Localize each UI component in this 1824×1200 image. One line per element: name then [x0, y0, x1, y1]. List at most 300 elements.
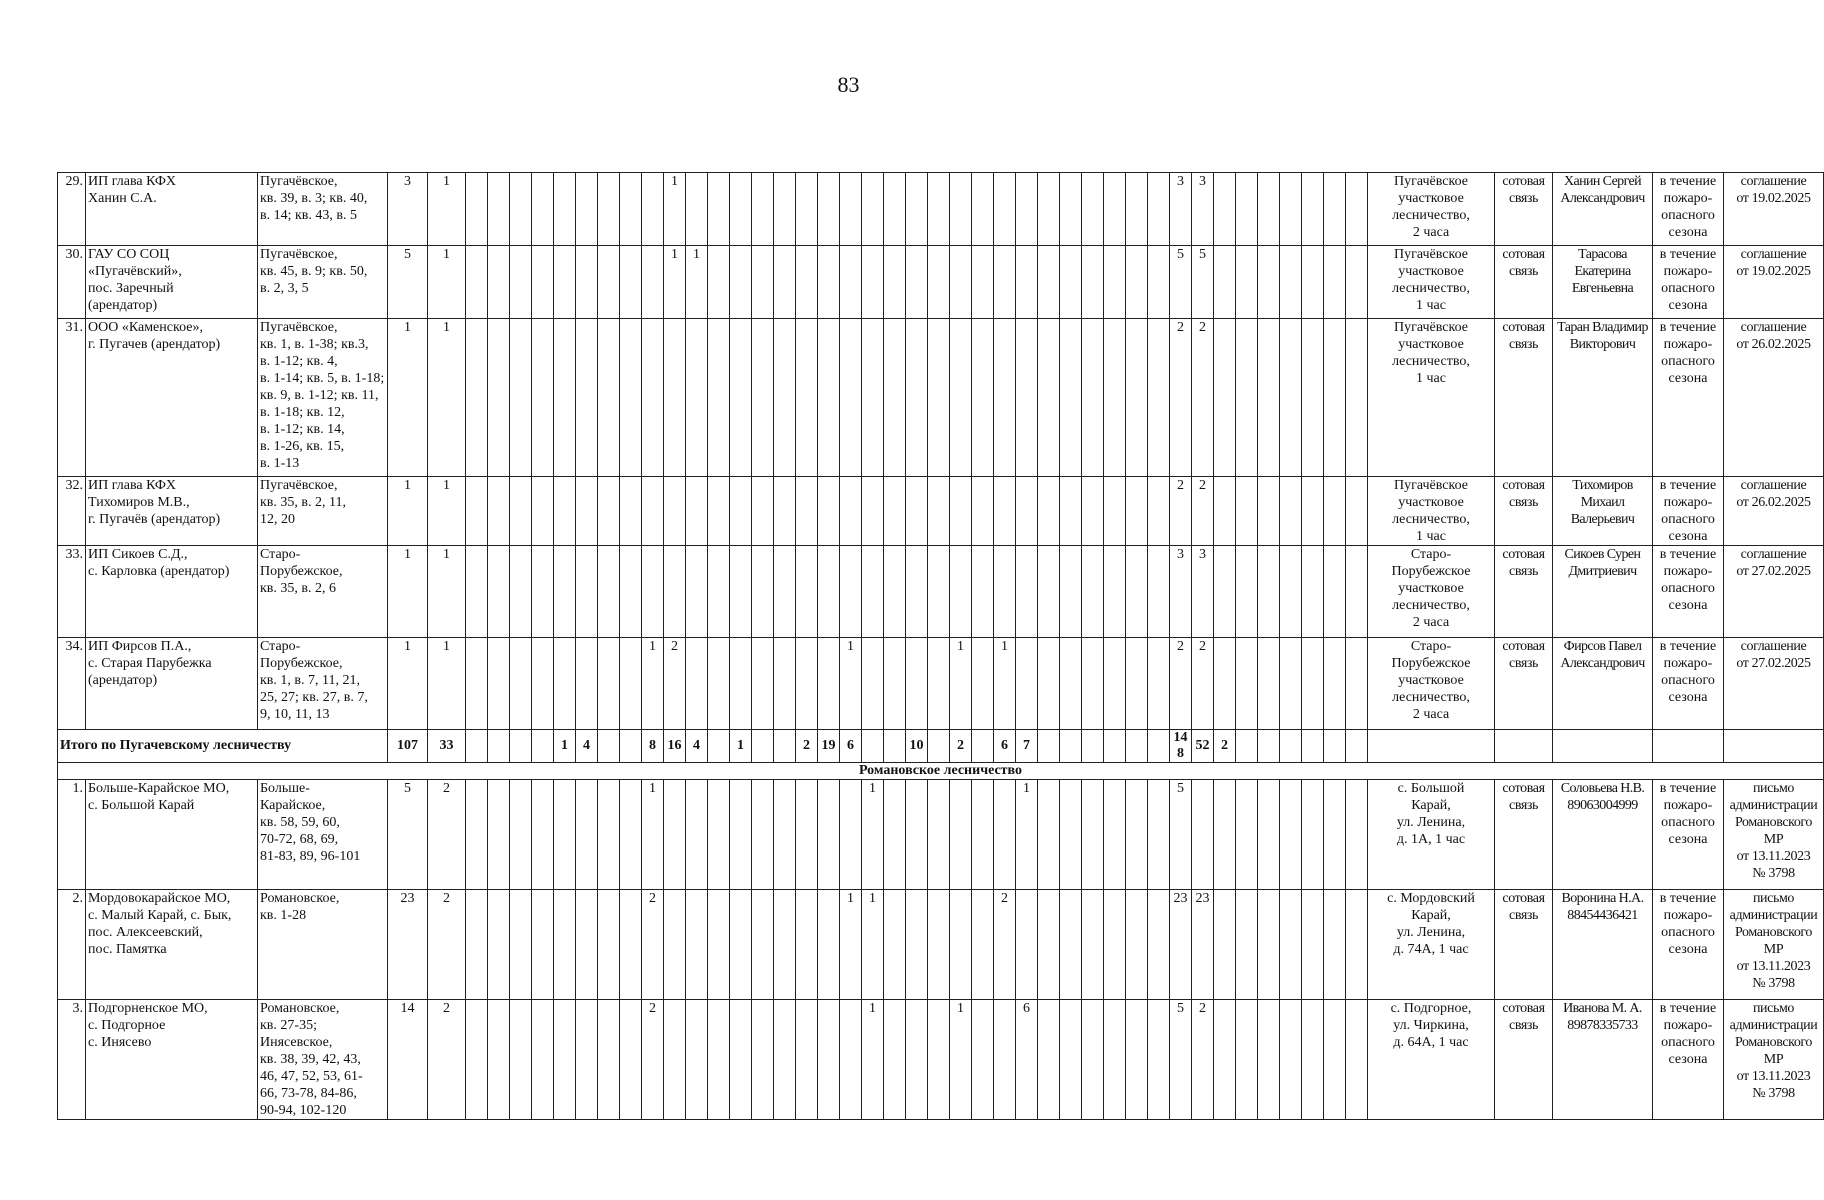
count-cell	[1324, 246, 1346, 319]
count-cell	[510, 173, 532, 246]
total-label: Итого по Пугачевскому лесничеству	[58, 730, 388, 763]
count-cell	[1038, 173, 1060, 246]
count-cell	[686, 477, 708, 546]
count-cell	[1104, 638, 1126, 730]
count-cell	[554, 638, 576, 730]
count-cell: 1	[994, 638, 1016, 730]
count-cell	[1214, 173, 1236, 246]
count-cell	[554, 477, 576, 546]
agreement-document: письмо администрации Романовского МР от 13.11.2023 № 3798	[1724, 890, 1824, 1000]
count-cell: 1	[862, 780, 884, 890]
count-cell	[642, 173, 664, 246]
count-cell	[796, 890, 818, 1000]
count-cell	[576, 890, 598, 1000]
count-cell	[730, 173, 752, 246]
count-cell	[972, 1000, 994, 1120]
count-cell: 1	[428, 319, 466, 477]
count-cell	[906, 546, 928, 638]
total-cell: 6	[840, 730, 862, 763]
count-cell	[1192, 780, 1214, 890]
agreement-document: соглашение от 19.02.2025	[1724, 173, 1824, 246]
count-cell	[796, 173, 818, 246]
count-cell	[1280, 890, 1302, 1000]
count-cell	[818, 319, 840, 477]
count-cell	[1214, 780, 1236, 890]
count-cell	[972, 780, 994, 890]
total-cell	[1126, 730, 1148, 763]
count-cell	[906, 780, 928, 890]
total-cell	[862, 730, 884, 763]
count-cell	[1126, 1000, 1148, 1120]
row-number: 3.	[58, 1000, 86, 1120]
count-cell	[1126, 780, 1148, 890]
count-cell	[950, 246, 972, 319]
count-cell	[576, 546, 598, 638]
count-cell	[1126, 246, 1148, 319]
count-cell	[708, 638, 730, 730]
count-cell	[554, 319, 576, 477]
count-cell	[1016, 546, 1038, 638]
count-cell: 2	[642, 890, 664, 1000]
row-number: 33.	[58, 546, 86, 638]
count-cell	[1214, 638, 1236, 730]
count-cell: 1	[642, 638, 664, 730]
count-cell	[928, 246, 950, 319]
row-number: 31.	[58, 319, 86, 477]
availability-period: в течение пожаро- опасного сезона	[1653, 477, 1724, 546]
count-cell	[642, 246, 664, 319]
count-cell	[796, 546, 818, 638]
count-cell	[818, 890, 840, 1000]
count-cell	[928, 780, 950, 890]
organization-name: ИП глава КФХ Тихомиров М.В., г. Пугачёв (арендатор)	[86, 477, 258, 546]
count-cell	[1214, 546, 1236, 638]
dispatch-unit: с. Подгорное, ул. Чиркина, д. 64А, 1 час	[1368, 1000, 1495, 1120]
count-cell: 2	[428, 890, 466, 1000]
total-cell	[1346, 730, 1368, 763]
count-cell	[466, 780, 488, 890]
count-cell	[1104, 780, 1126, 890]
count-cell	[730, 246, 752, 319]
total-row	[58, 730, 1824, 763]
count-cell	[1060, 319, 1082, 477]
count-cell	[950, 319, 972, 477]
count-cell	[730, 477, 752, 546]
count-cell	[686, 890, 708, 1000]
count-cell	[840, 246, 862, 319]
dispatch-unit: Старо- Порубежское участковое лесничество, 2 часа	[1368, 546, 1495, 638]
count-cell	[972, 246, 994, 319]
count-cell	[1060, 1000, 1082, 1120]
count-cell	[1346, 546, 1368, 638]
total-cell	[620, 730, 642, 763]
count-cell: 1	[840, 638, 862, 730]
count-cell	[1148, 638, 1170, 730]
table-row	[58, 638, 1824, 730]
count-cell	[576, 780, 598, 890]
count-cell	[994, 319, 1016, 477]
count-cell	[906, 1000, 928, 1120]
count-cell	[906, 638, 928, 730]
count-cell	[532, 173, 554, 246]
count-cell	[1346, 477, 1368, 546]
total-cell	[466, 730, 488, 763]
count-cell	[1258, 780, 1280, 890]
count-cell	[862, 246, 884, 319]
count-cell	[620, 1000, 642, 1120]
count-cell	[1060, 638, 1082, 730]
count-cell	[1060, 246, 1082, 319]
total-cell	[510, 730, 532, 763]
count-cell	[1214, 890, 1236, 1000]
count-cell	[598, 1000, 620, 1120]
count-cell	[1258, 173, 1280, 246]
count-cell	[1038, 1000, 1060, 1120]
count-cell	[752, 638, 774, 730]
count-cell	[1324, 319, 1346, 477]
count-cell	[1082, 477, 1104, 546]
count-cell	[708, 173, 730, 246]
count-cell	[1280, 173, 1302, 246]
count-cell	[972, 546, 994, 638]
count-cell: 2	[664, 638, 686, 730]
count-cell	[1214, 477, 1236, 546]
count-cell	[884, 246, 906, 319]
count-cell	[1346, 638, 1368, 730]
total-cell	[598, 730, 620, 763]
count-cell	[708, 780, 730, 890]
count-cell	[972, 319, 994, 477]
communication-type: сотовая связь	[1495, 1000, 1553, 1120]
count-cell	[1280, 246, 1302, 319]
count-cell	[1258, 638, 1280, 730]
count-cell	[1082, 890, 1104, 1000]
count-cell	[928, 1000, 950, 1120]
count-cell: 1	[840, 890, 862, 1000]
count-cell	[686, 638, 708, 730]
count-cell	[1126, 546, 1148, 638]
count-cell	[708, 890, 730, 1000]
count-cell	[1324, 546, 1346, 638]
count-cell: 1	[428, 477, 466, 546]
count-cell	[686, 319, 708, 477]
responsible-person: Соловьева Н.В. 89063004999	[1553, 780, 1653, 890]
count-cell	[884, 1000, 906, 1120]
count-cell	[510, 890, 532, 1000]
count-cell	[1280, 477, 1302, 546]
row-number: 32.	[58, 477, 86, 546]
table-row	[58, 173, 1824, 246]
count-cell	[1302, 477, 1324, 546]
count-cell	[554, 546, 576, 638]
count-cell	[510, 638, 532, 730]
total-cell	[774, 730, 796, 763]
dispatch-unit: Старо- Порубежское участковое лесничество, 2 часа	[1368, 638, 1495, 730]
count-cell: 2	[1170, 638, 1192, 730]
count-cell	[1082, 780, 1104, 890]
count-cell	[1346, 173, 1368, 246]
count-cell: 2	[1170, 477, 1192, 546]
agreement-document: соглашение от 19.02.2025	[1724, 246, 1824, 319]
responsible-person: Ханин Сергей Александрович	[1553, 173, 1653, 246]
count-cell	[796, 1000, 818, 1120]
availability-period: в течение пожаро- опасного сезона	[1653, 1000, 1724, 1120]
count-cell	[1060, 173, 1082, 246]
total-cell: 148	[1170, 730, 1192, 763]
total-cell	[488, 730, 510, 763]
count-cell	[994, 546, 1016, 638]
forest-location: Пугачёвское, кв. 1, в. 1-38; кв.3, в. 1-12; кв. 4, в. 1-14; кв. 5, в. 1-18; кв. 9, в. 1-12; кв. 11, в. 1-18; кв. 12, в. 1-12; кв. 14, в. 1-26, кв. 15, в. 1-13	[258, 319, 388, 477]
total-cell: 2	[1214, 730, 1236, 763]
total-cell	[752, 730, 774, 763]
table-row	[58, 890, 1824, 1000]
row-number: 1.	[58, 780, 86, 890]
count-cell	[1324, 890, 1346, 1000]
count-cell	[1016, 638, 1038, 730]
count-cell	[1038, 477, 1060, 546]
count-cell	[1104, 477, 1126, 546]
agreement-document: соглашение от 27.02.2025	[1724, 546, 1824, 638]
count-cell	[1324, 780, 1346, 890]
count-cell	[1060, 780, 1082, 890]
responsible-person: Воронина Н.А. 88454436421	[1553, 890, 1653, 1000]
dispatch-unit: Пугачёвское участковое лесничество, 2 часа	[1368, 173, 1495, 246]
count-cell	[686, 546, 708, 638]
count-cell	[752, 890, 774, 1000]
agreement-document: соглашение от 26.02.2025	[1724, 477, 1824, 546]
count-cell: 3	[1192, 546, 1214, 638]
row-number: 30.	[58, 246, 86, 319]
total-cell	[1236, 730, 1258, 763]
count-cell	[510, 1000, 532, 1120]
agreement-document: письмо администрации Романовского МР от 13.11.2023 № 3798	[1724, 780, 1824, 890]
count-cell	[664, 890, 686, 1000]
count-cell	[928, 638, 950, 730]
organization-name: ООО «Каменское», г. Пугачев (арендатор)	[86, 319, 258, 477]
count-cell	[1060, 546, 1082, 638]
count-cell	[1082, 319, 1104, 477]
count-cell	[928, 890, 950, 1000]
total-cell: 52	[1192, 730, 1214, 763]
availability-period: в течение пожаро- опасного сезона	[1653, 319, 1724, 477]
count-cell: 2	[1192, 477, 1214, 546]
count-cell	[1258, 546, 1280, 638]
count-cell	[488, 780, 510, 890]
count-cell	[532, 1000, 554, 1120]
count-cell	[1038, 246, 1060, 319]
count-cell	[532, 890, 554, 1000]
forest-location: Старо- Порубежское, кв. 35, в. 2, 6	[258, 546, 388, 638]
count-cell	[862, 319, 884, 477]
organization-name: Мордовокарайское МО, с. Малый Карай, с. Бык, пос. Алексеевский, пос. Памятка	[86, 890, 258, 1000]
count-cell	[840, 319, 862, 477]
count-cell	[774, 546, 796, 638]
count-cell	[620, 173, 642, 246]
count-cell	[532, 319, 554, 477]
count-cell	[862, 173, 884, 246]
empty-cell	[1724, 730, 1824, 763]
count-cell	[818, 246, 840, 319]
total-cell	[884, 730, 906, 763]
count-cell	[796, 780, 818, 890]
count-cell	[840, 546, 862, 638]
count-cell	[752, 173, 774, 246]
count-cell	[906, 890, 928, 1000]
count-cell	[576, 319, 598, 477]
count-cell	[1038, 890, 1060, 1000]
availability-period: в течение пожаро- опасного сезона	[1653, 246, 1724, 319]
count-cell: 1	[428, 246, 466, 319]
count-cell	[840, 477, 862, 546]
count-cell: 5	[1170, 1000, 1192, 1120]
total-cell: 10	[906, 730, 928, 763]
count-cell	[730, 638, 752, 730]
organization-name: ГАУ СО СОЦ «Пугачёвский», пос. Заречный (арендатор)	[86, 246, 258, 319]
count-cell	[774, 890, 796, 1000]
count-cell: 5	[1170, 780, 1192, 890]
table-row	[58, 477, 1824, 546]
count-cell	[1258, 246, 1280, 319]
count-cell	[1104, 173, 1126, 246]
communication-type: сотовая связь	[1495, 319, 1553, 477]
count-cell: 1	[388, 546, 428, 638]
count-cell	[1038, 780, 1060, 890]
count-cell	[906, 319, 928, 477]
count-cell	[840, 780, 862, 890]
total-cell	[532, 730, 554, 763]
count-cell	[466, 246, 488, 319]
count-cell	[576, 638, 598, 730]
count-cell	[884, 780, 906, 890]
communication-type: сотовая связь	[1495, 638, 1553, 730]
count-cell	[774, 477, 796, 546]
count-cell	[994, 173, 1016, 246]
count-cell	[554, 246, 576, 319]
forest-location: Пугачёвское, кв. 39, в. 3; кв. 40, в. 14; кв. 43, в. 5	[258, 173, 388, 246]
count-cell	[1346, 246, 1368, 319]
count-cell	[862, 638, 884, 730]
count-cell	[1060, 477, 1082, 546]
count-cell	[642, 319, 664, 477]
count-cell	[752, 546, 774, 638]
total-cell: 4	[576, 730, 598, 763]
count-cell	[884, 890, 906, 1000]
count-cell	[1236, 246, 1258, 319]
count-cell	[730, 890, 752, 1000]
count-cell	[1302, 546, 1324, 638]
count-cell	[1016, 477, 1038, 546]
count-cell	[1016, 173, 1038, 246]
count-cell: 1	[862, 890, 884, 1000]
count-cell	[1258, 477, 1280, 546]
total-cell: 19	[818, 730, 840, 763]
count-cell	[774, 780, 796, 890]
availability-period: в течение пожаро- опасного сезона	[1653, 890, 1724, 1000]
count-cell	[1016, 319, 1038, 477]
count-cell: 1	[388, 319, 428, 477]
total-cell: 1	[554, 730, 576, 763]
count-cell	[620, 477, 642, 546]
count-cell	[1346, 1000, 1368, 1120]
count-cell: 1	[642, 780, 664, 890]
count-cell: 1	[428, 638, 466, 730]
count-cell	[664, 477, 686, 546]
count-cell	[642, 477, 664, 546]
count-cell	[532, 780, 554, 890]
count-cell	[1324, 638, 1346, 730]
count-cell	[664, 319, 686, 477]
count-cell: 3	[388, 173, 428, 246]
count-cell	[1258, 1000, 1280, 1120]
responsible-person: Иванова М. А. 89878335733	[1553, 1000, 1653, 1120]
count-cell: 2	[428, 1000, 466, 1120]
count-cell	[488, 546, 510, 638]
count-cell	[906, 477, 928, 546]
count-cell	[928, 319, 950, 477]
count-cell	[620, 246, 642, 319]
count-cell	[664, 780, 686, 890]
count-cell	[752, 1000, 774, 1120]
count-cell	[620, 319, 642, 477]
count-cell	[708, 1000, 730, 1120]
responsible-person: Сикоев Сурен Дмитриевич	[1553, 546, 1653, 638]
count-cell	[1236, 477, 1258, 546]
count-cell	[950, 780, 972, 890]
count-cell	[818, 638, 840, 730]
count-cell	[488, 890, 510, 1000]
total-cell: 6	[994, 730, 1016, 763]
count-cell	[1280, 780, 1302, 890]
count-cell	[598, 638, 620, 730]
count-cell	[488, 638, 510, 730]
table-row	[58, 1000, 1824, 1120]
availability-period: в течение пожаро- опасного сезона	[1653, 780, 1724, 890]
empty-cell	[1495, 730, 1553, 763]
count-cell	[466, 1000, 488, 1120]
count-cell	[576, 1000, 598, 1120]
total-cell: 7	[1016, 730, 1038, 763]
count-cell	[488, 319, 510, 477]
table-row	[58, 546, 1824, 638]
count-cell	[1280, 638, 1302, 730]
forest-location: Старо- Порубежское, кв. 1, в. 7, 11, 21, 25, 27; кв. 27, в. 7, 9, 10, 11, 13	[258, 638, 388, 730]
count-cell	[796, 477, 818, 546]
count-cell	[928, 546, 950, 638]
count-cell	[1280, 546, 1302, 638]
count-cell	[950, 546, 972, 638]
count-cell	[1148, 319, 1170, 477]
count-cell: 2	[1192, 319, 1214, 477]
count-cell	[576, 477, 598, 546]
organization-name: Подгорненское МО, с. Подгорное с. Инясево	[86, 1000, 258, 1120]
dispatch-unit: Пугачёвское участковое лесничество, 1 час	[1368, 246, 1495, 319]
count-cell	[620, 780, 642, 890]
count-cell	[554, 1000, 576, 1120]
count-cell	[664, 546, 686, 638]
count-cell	[818, 780, 840, 890]
organization-name: ИП Фирсов П.А., с. Старая Парубежка (арендатор)	[86, 638, 258, 730]
responsible-person: Фирсов Павел Александрович	[1553, 638, 1653, 730]
count-cell	[1016, 246, 1038, 319]
table-row	[58, 780, 1824, 890]
total-cell: 8	[642, 730, 664, 763]
total-cell	[1148, 730, 1170, 763]
count-cell	[730, 1000, 752, 1120]
count-cell	[642, 546, 664, 638]
agreement-document: письмо администрации Романовского МР от 13.11.2023 № 3798	[1724, 1000, 1824, 1120]
count-cell: 23	[1192, 890, 1214, 1000]
count-cell	[1038, 546, 1060, 638]
